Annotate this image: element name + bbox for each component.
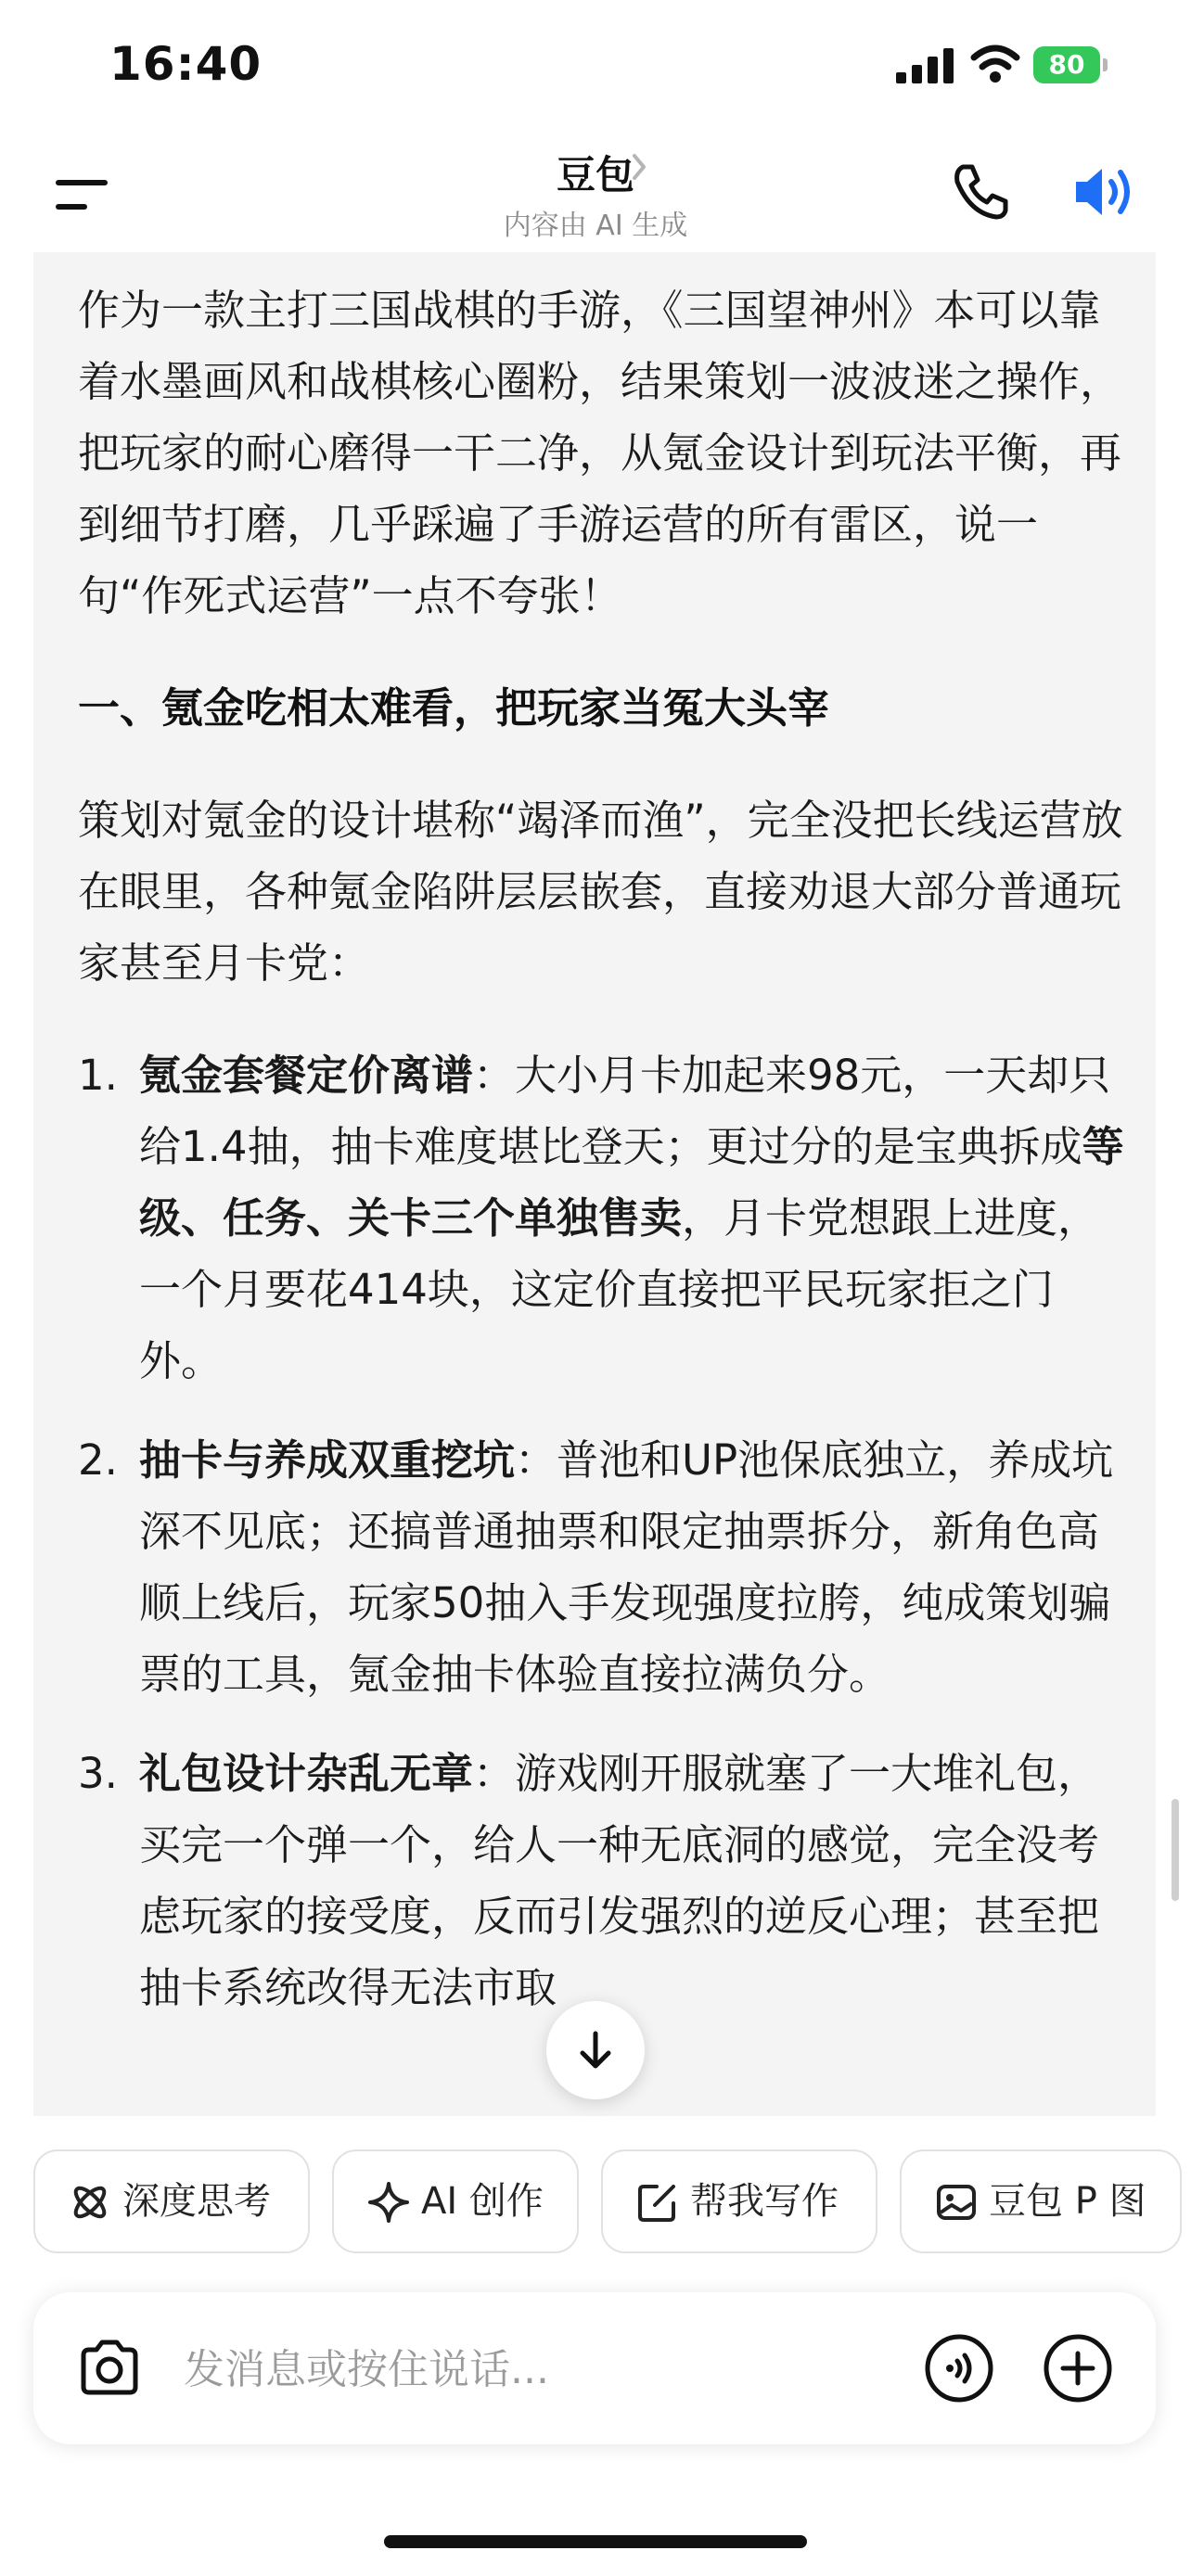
list-item-text: ：大小月卡加起来98元，一天却只给1.4抽，抽卡难度堪比登天；更过分的是宝典拆成 <box>139 1051 1111 1171</box>
camera-icon[interactable] <box>76 2335 143 2402</box>
scroll-to-bottom-button[interactable] <box>546 2001 645 2099</box>
message-composer <box>33 2292 1156 2444</box>
chat-header <box>0 139 1191 250</box>
assistant-message <box>78 274 1126 2051</box>
plus-icon[interactable] <box>1043 2333 1113 2404</box>
list-item-title: 抽卡与养成双重挖坑 <box>139 1435 516 1485</box>
list-item <box>78 1424 1126 1710</box>
quick-actions <box>0 2149 1191 2257</box>
chip-label: 豆包 P 图 <box>989 2180 1146 2223</box>
image-edit-icon <box>935 2181 978 2224</box>
atom-icon <box>69 2181 111 2224</box>
section-intro: 策划对氪金的设计堪称“竭泽而渔”，完全没把长线运营放在眼里，各种氪金陷阱层层嵌套，直接劝退大部分普通玩家甚至月卡党： <box>78 796 1123 988</box>
voice-mode-icon[interactable] <box>924 2333 994 2404</box>
list-item <box>78 1039 1126 1396</box>
list-item-text: ，月卡党想跟上进度，一个月要花414块，这定价直接把平民玩家拒之门外。 <box>139 1193 1100 1385</box>
status-bar <box>0 0 1191 139</box>
writing-chip[interactable] <box>601 2149 877 2253</box>
cellular-signal-icon <box>896 48 955 83</box>
speaker-icon[interactable] <box>1072 161 1139 223</box>
chip-label: 帮我写作 <box>690 2180 839 2223</box>
phone-icon[interactable] <box>950 161 1011 223</box>
image-edit-chip[interactable] <box>900 2149 1182 2253</box>
chat-message-area[interactable] <box>33 252 1156 2116</box>
sparkle-icon <box>367 2181 410 2224</box>
chip-label: AI 创作 <box>421 2180 544 2223</box>
message-intro: 作为一款主打三国战棋的手游，《三国望神州》本可以靠着水墨画风和战棋核心圈粉，结果策划一波波迷之操作，把玩家的耐心磨得一干二净，从氪金设计到玩法平衡，再到细节打磨，几乎踩遍了手游运营的所有雷区，说一句“作死式运营”一点不夸张！ <box>78 286 1122 620</box>
edit-icon <box>636 2181 679 2224</box>
chat-title-area[interactable] <box>0 145 1191 200</box>
battery-indicator <box>1033 46 1108 83</box>
message-input[interactable] <box>182 2329 890 2409</box>
list-number: 3. <box>78 1749 118 1798</box>
list-item-text: ：游戏刚开服就塞了一大堆礼包，买完一个弹一个，给人一种无底洞的感觉，完全没考虑玩家的接受度，反而引发强烈的逆反心理；甚至把抽卡系统改得无法市取 <box>139 1749 1100 2012</box>
ai-create-chip[interactable] <box>332 2149 579 2253</box>
list-item-emphasis: 等级、任务、关卡三个单独售卖 <box>139 1122 1124 1243</box>
list-number: 2. <box>78 1435 118 1485</box>
home-indicator[interactable] <box>384 2535 807 2548</box>
chip-label: 深度思考 <box>122 2180 271 2223</box>
chevron-right-icon[interactable] <box>631 152 647 182</box>
section-heading: 一、氪金吃相太难看，把玩家当冤大头宰 <box>78 683 830 733</box>
list-item-title: 氪金套餐定价离谱 <box>139 1051 474 1100</box>
list-item-title: 礼包设计杂乱无章 <box>139 1749 474 1798</box>
arrow-down-icon <box>573 2028 618 2072</box>
battery-level: 80 <box>1048 49 1085 80</box>
list-item <box>78 1738 1126 2023</box>
scrollbar[interactable] <box>1172 1799 1179 1901</box>
deep-thinking-chip[interactable] <box>33 2149 310 2253</box>
chat-title[interactable]: 豆包 <box>556 152 634 198</box>
wifi-icon <box>970 45 1020 83</box>
status-time: 16:40 <box>109 37 263 91</box>
ai-disclaimer: 内容由 AI 生成 <box>503 210 688 242</box>
list-item-text: ：普池和UP池保底独立，养成坑深不见底；还搞普通抽票和限定抽票拆分，新角色高顺上线后，玩家50抽入手发现强度拉胯，纯成策划骗票的工具，氪金抽卡体验直接拉满负分。 <box>139 1435 1114 1699</box>
list-number: 1. <box>78 1051 118 1100</box>
